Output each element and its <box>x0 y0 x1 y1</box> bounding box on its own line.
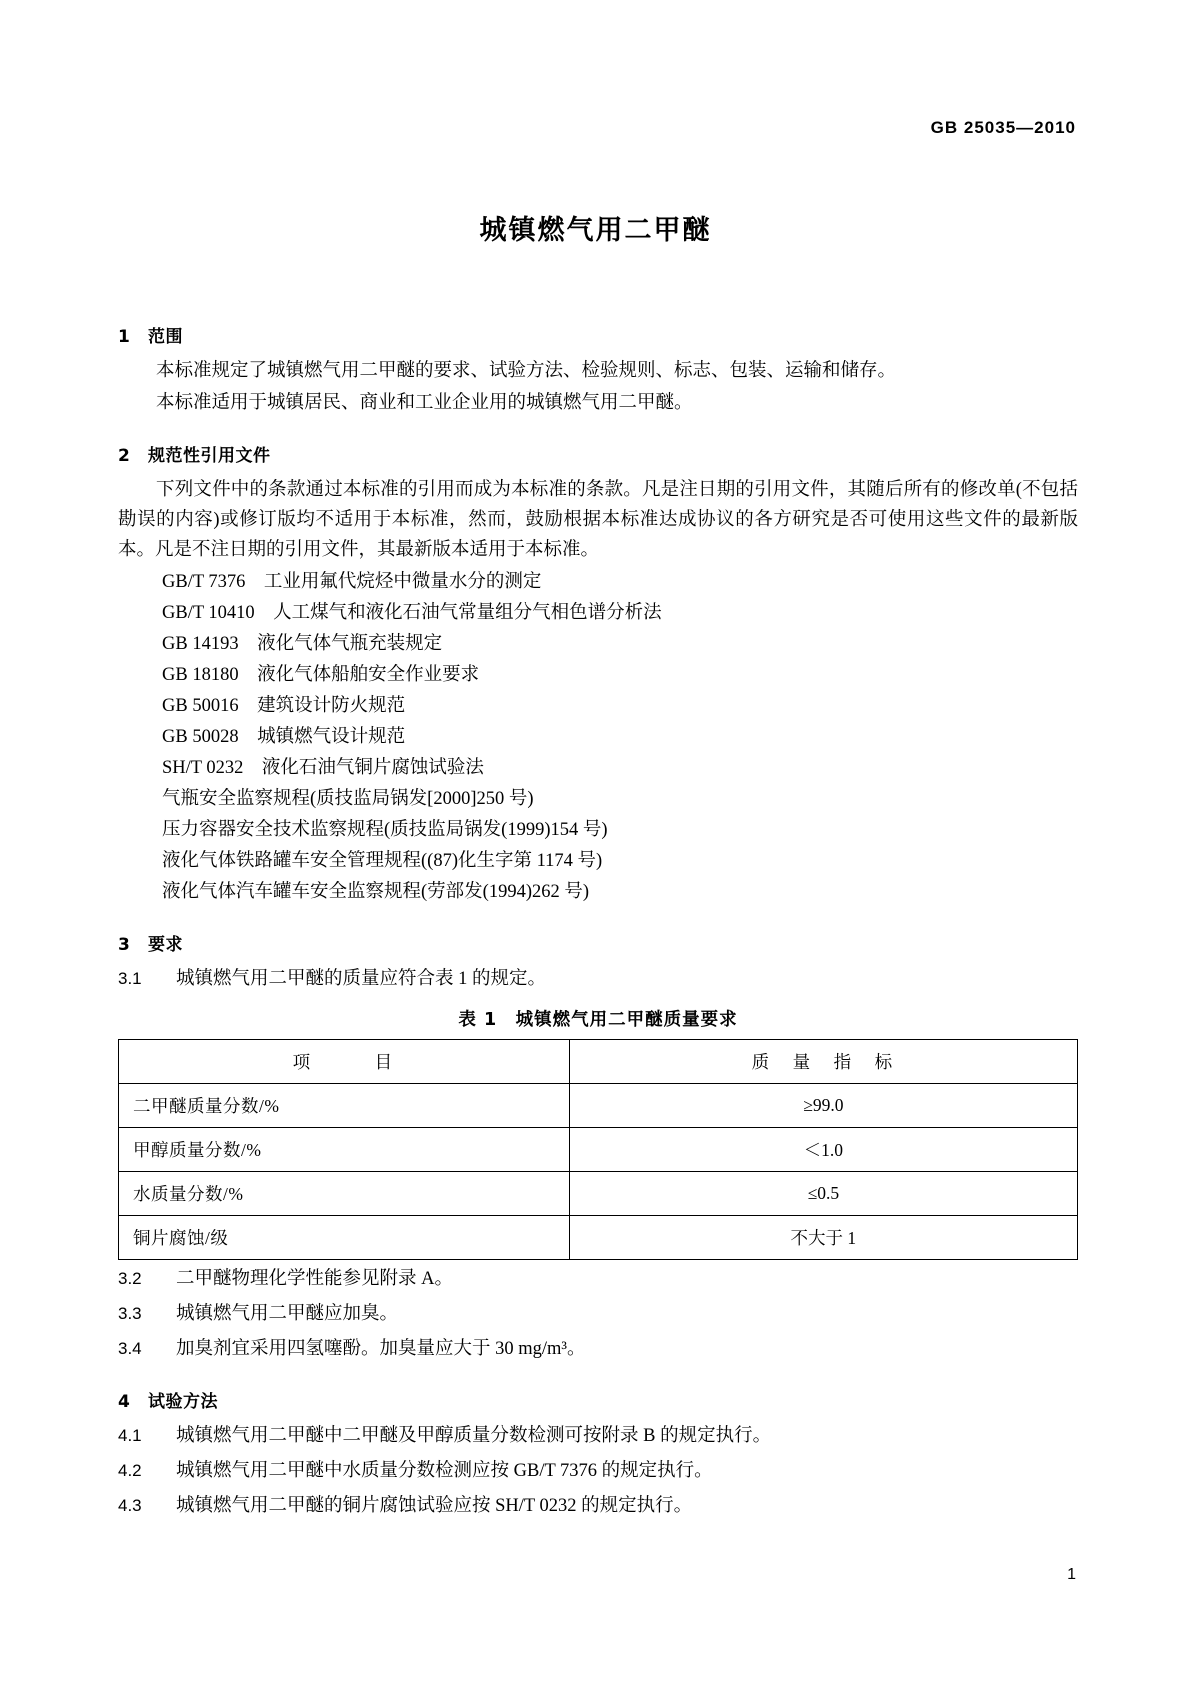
table-row <box>119 1128 1078 1172</box>
section-2-paragraph-1: 下列文件中的条款通过本标准的引用而成为本标准的条款。凡是注日期的引用文件，其随后所有的修改单(不包括勘误的内容)或修订版均不适用于本标准，然而，鼓励根据本标准达成协议的各方研究是否可使用这些文件的最新版本。凡是不注日期的引用文件，其最新版本适用于本标准。 <box>118 479 1078 560</box>
clause-3-4 <box>118 1335 1078 1365</box>
clause-text: 城镇燃气用二甲醚的质量应符合表 1 的规定。 <box>176 968 547 989</box>
clause-number: 4.1 <box>118 1426 142 1446</box>
section-number-2: 2 <box>118 445 131 466</box>
section-1-paragraph-2: 本标准适用于城镇居民、商业和工业企业用的城镇燃气用二甲醚。 <box>156 392 693 413</box>
clause-4-3 <box>118 1492 1078 1522</box>
table-col-header-value: 质 量 指 标 <box>569 1040 1077 1084</box>
section-heading-1 <box>118 322 1078 347</box>
table-row <box>119 1084 1078 1128</box>
clause-3-1 <box>118 965 1078 995</box>
section-title-2: 规范性引用文件 <box>148 445 271 466</box>
page-title: 城镇燃气用二甲醚 <box>479 215 712 246</box>
reference-item: 气瓶安全监察规程(质技监局锅发[2000]250 号) <box>162 788 534 809</box>
table-cell-value: ＜1.0 <box>569 1128 1077 1172</box>
clause-text: 城镇燃气用二甲醚的铜片腐蚀试验应按 SH/T 0232 的规定执行。 <box>176 1496 693 1517</box>
table-cell-value: ≤0.5 <box>569 1172 1077 1216</box>
clause-number: 3.4 <box>118 1339 142 1359</box>
table-1-caption: 表 1 城镇燃气用二甲醚质量要求 <box>458 1010 738 1031</box>
clause-number: 4.2 <box>118 1461 142 1481</box>
table-cell-item: 铜片腐蚀/级 <box>119 1216 570 1260</box>
reference-item: 液化气体汽车罐车安全监察规程(劳部发(1994)262 号) <box>162 881 590 902</box>
page-number: 1 <box>1067 1566 1076 1583</box>
reference-item: 液化气体铁路罐车安全管理规程((87)化生字第 1174 号) <box>162 850 603 871</box>
reference-item: SH/T 0232 液化石油气铜片腐蚀试验法 <box>162 757 484 778</box>
table-header-row <box>119 1040 1078 1084</box>
reference-item: GB/T 7376 工业用氟代烷烃中微量水分的测定 <box>162 571 542 592</box>
section-heading-2 <box>118 441 1078 466</box>
document-body <box>118 300 1078 1527</box>
section-1-paragraph-1: 本标准规定了城镇燃气用二甲醚的要求、试验方法、检验规则、标志、包装、运输和储存。 <box>156 361 897 381</box>
page-header-standard-code: GB 25035—2010 <box>930 118 1076 137</box>
table-col-header-item: 项 目 <box>119 1040 570 1084</box>
section-heading-3 <box>118 930 1078 955</box>
table-row <box>119 1172 1078 1216</box>
clause-number: 3.3 <box>118 1304 142 1324</box>
reference-item: GB/T 10410 人工煤气和液化石油气常量组分气相色谱分析法 <box>162 602 662 623</box>
table-row <box>119 1216 1078 1260</box>
clause-text: 城镇燃气用二甲醚中二甲醚及甲醇质量分数检测可按附录 B 的规定执行。 <box>176 1426 772 1447</box>
clause-number: 3.2 <box>118 1269 142 1289</box>
reference-item: 压力容器安全技术监察规程(质技监局锅发(1999)154 号) <box>162 819 608 840</box>
table-cell-value: 不大于 1 <box>569 1216 1077 1260</box>
table-cell-item: 水质量分数/% <box>119 1172 570 1216</box>
clause-number: 4.3 <box>118 1496 142 1516</box>
section-number-3: 3 <box>118 934 131 955</box>
clause-text: 加臭剂宜采用四氢噻酚。加臭量应大于 30 mg/m³。 <box>176 1339 586 1360</box>
table-cell-item: 甲醇质量分数/% <box>119 1128 570 1172</box>
section-number-4: 4 <box>118 1392 131 1413</box>
clause-number: 3.1 <box>118 968 142 988</box>
table-cell-value: ≥99.0 <box>569 1084 1077 1128</box>
clause-3-2 <box>118 1265 1078 1295</box>
clause-text: 城镇燃气用二甲醚中水质量分数检测应按 GB/T 7376 的规定执行。 <box>176 1461 713 1482</box>
reference-item: GB 18180 液化气体船舶安全作业要求 <box>162 664 480 685</box>
section-heading-4 <box>118 1387 1078 1412</box>
section-title-4: 试验方法 <box>148 1392 218 1413</box>
clause-text: 二甲醚物理化学性能参见附录 A。 <box>176 1269 453 1290</box>
reference-item: GB 50028 城镇燃气设计规范 <box>162 726 406 747</box>
clause-text: 城镇燃气用二甲醚应加臭。 <box>176 1304 399 1325</box>
section-title-1: 范围 <box>148 327 183 347</box>
table-cell-item: 二甲醚质量分数/% <box>119 1084 570 1128</box>
table-1-quality-requirements <box>118 1039 1078 1260</box>
reference-item: GB 14193 液化气体气瓶充装规定 <box>162 633 443 654</box>
clause-4-2 <box>118 1457 1078 1487</box>
section-number-1: 1 <box>118 327 131 347</box>
clause-4-1 <box>118 1422 1078 1452</box>
reference-item: GB 50016 建筑设计防火规范 <box>162 695 406 716</box>
section-title-3: 要求 <box>148 934 183 955</box>
clause-3-3 <box>118 1300 1078 1330</box>
